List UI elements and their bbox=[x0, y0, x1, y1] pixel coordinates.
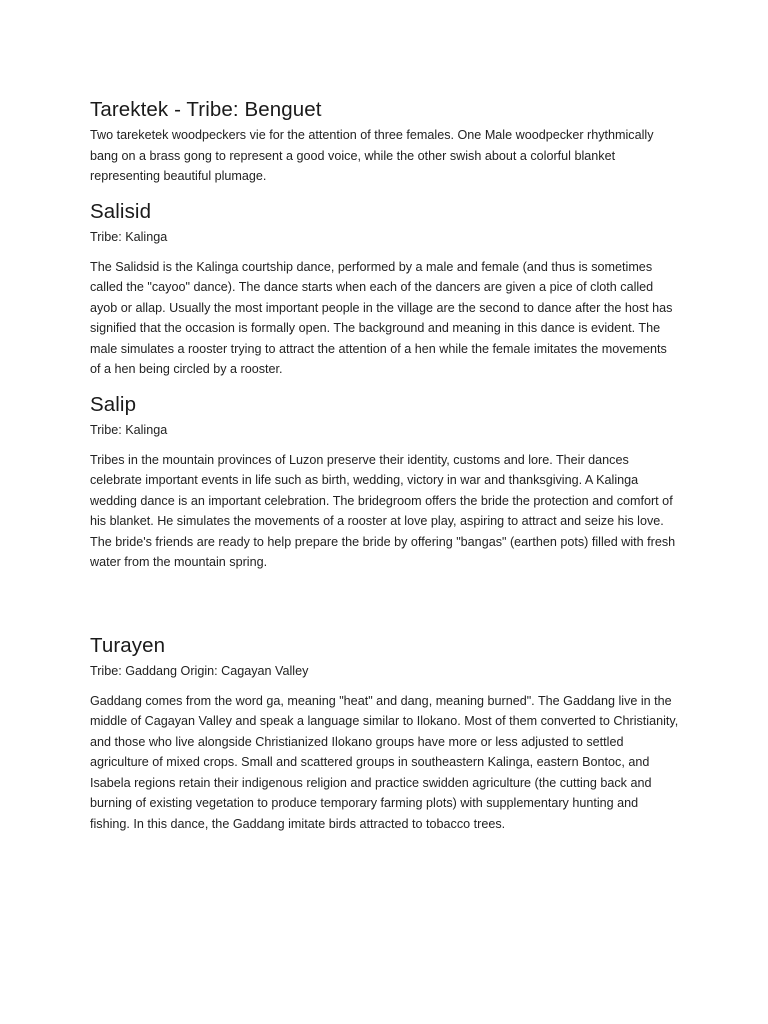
section-tribe: Tribe: Kalinga bbox=[90, 229, 168, 244]
section-heading: Turayen bbox=[90, 633, 166, 657]
section-heading: Salisid bbox=[90, 199, 152, 223]
section-salisid bbox=[90, 199, 680, 380]
section-body: Two tareketek woodpeckers vie for the attention of three females. One Male woodpecker rhythmically bang on a brass gong to represent a good voice, while the other swish about a colorful blanket representing beautiful plumage. bbox=[90, 128, 654, 183]
section-body: Tribes in the mountain provinces of Luzon preserve their identity, customs and lore. Their dances celebrate important events in life such as birth, wedding, victory in war and thanksgiving. A Kalinga wedding dance is an important celebration. The bridegroom offers the bride the protection and comfort of his blanket. He simulates the movements of a rooster at love play, aspiring to attract and seize his love. The bride's friends are ready to help prepare the bride by offering "bangas" (earthen pots) filled with fresh water from the mountain spring. bbox=[90, 452, 676, 569]
section-tribe: Tribe: Kalinga bbox=[90, 422, 168, 437]
section-tribe: Tribe: Gaddang Origin: Cagayan Valley bbox=[90, 663, 309, 678]
section-salip bbox=[90, 392, 680, 573]
section-body: The Salidsid is the Kalinga courtship dance, performed by a male and female (and thus is sometimes called the "cayoo" dance). The dance starts when each of the dancers are given a pice of cloth called ayob or allap. Usually the most important people in the village are the second to dance after the host has signified that the occasion is formally open. The background and meaning in this dance is evident. The male simulates a rooster trying to attract the attention of a hen while the female imitates the movements of a hen being circled by a rooster. bbox=[90, 259, 673, 376]
section-tarektek bbox=[90, 97, 680, 187]
section-heading: Tarektek - Tribe: Benguet bbox=[90, 98, 322, 121]
section-heading: Salip bbox=[90, 392, 137, 416]
section-body: Gaddang comes from the word ga, meaning "heat" and dang, meaning burned". The Gaddang live in the middle of Cagayan Valley and speak a language similar to Ilokano. Most of them converted to Christianity, and those who live alongside Christianized Ilokano groups have more or less adjusted to settled agriculture of mixed crops. Small and scattered groups in southeastern Kalinga, eastern Bontoc, and Isabela regions retain their indigenous religion and practice swidden agriculture (the cutting back and burning of existing vegetation to produce temporary farming plots) with supplementary hunting and fishing. In this dance, the Gaddang imitate birds attracted to tobacco trees. bbox=[90, 693, 679, 831]
section-turayen bbox=[90, 633, 680, 835]
